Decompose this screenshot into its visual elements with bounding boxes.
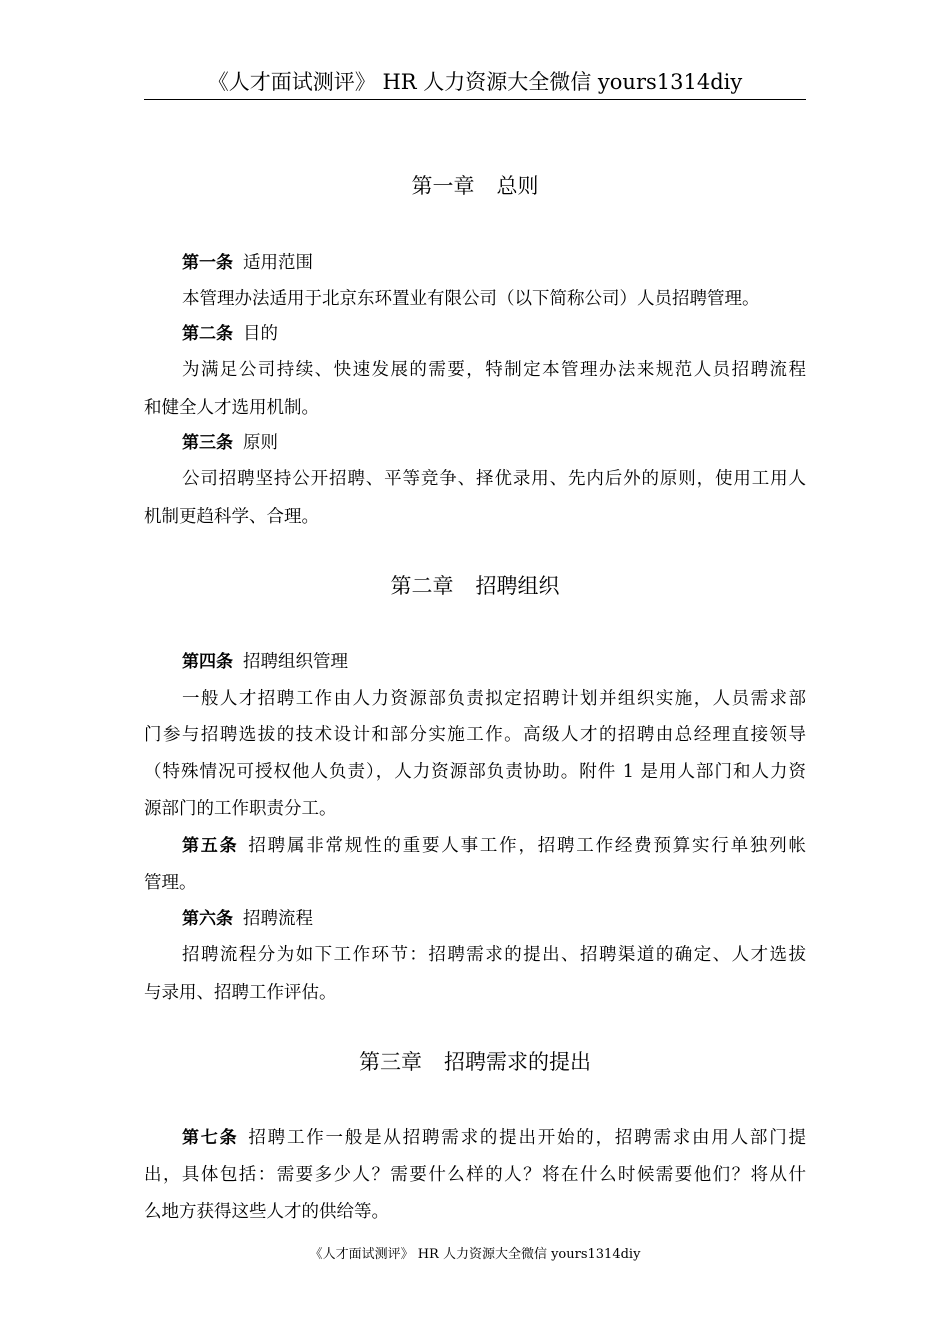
chapter-number: 第三章 xyxy=(359,1050,422,1074)
chapter-number: 第一章 xyxy=(411,174,475,198)
article-title: 招聘流程 xyxy=(243,909,313,929)
article-heading-4 xyxy=(182,649,348,675)
article-number: 第二条 xyxy=(182,324,233,344)
article-title: 招聘组织管理 xyxy=(243,652,348,672)
chapter-heading-2 xyxy=(144,571,806,601)
article-title: 原则 xyxy=(243,433,278,453)
paragraph-line: 与录用、招聘工作评估。 xyxy=(144,983,337,1003)
paragraph-line: （特殊情况可授权他人负责），人力资源部负责协助。附件 1 是用人部门和人力资 xyxy=(144,762,806,782)
article-number: 第四条 xyxy=(182,652,233,672)
paragraph-line: 源部门的工作职责分工。 xyxy=(144,799,337,819)
paragraph-line: 公司招聘坚持公开招聘、平等竞争、择优录用、先内后外的原则，使用工用人 xyxy=(182,469,806,489)
paragraph-line: 招聘流程分为如下工作环节：招聘需求的提出、招聘渠道的确定、人才选拔 xyxy=(182,945,806,965)
paragraph-line: 为满足公司持续、快速发展的需要，特制定本管理办法来规范人员招聘流程 xyxy=(182,360,806,380)
chapter-heading-3 xyxy=(144,1047,806,1077)
article-number: 第三条 xyxy=(182,433,233,453)
chapter-title: 招聘组织 xyxy=(475,574,560,598)
paragraph-line: 么地方获得这些人才的供给等。 xyxy=(144,1202,389,1222)
paragraph-line: 本管理办法适用于北京东环置业有限公司（以下简称公司）人员招聘管理。 xyxy=(182,289,760,309)
article-number: 第七条 xyxy=(182,1128,239,1148)
paragraph-line: 门参与招聘选拔的技术设计和部分实施工作。高级人才的招聘由总经理直接领导 xyxy=(144,725,806,745)
paragraph-line: 出，具体包括：需要多少人？需要什么样的人？将在什么时候需要他们？将从什 xyxy=(144,1165,806,1185)
article-heading-5 xyxy=(182,833,806,859)
paragraph-line: 一般人才招聘工作由人力资源部负责拟定招聘计划并组织实施，人员需求部 xyxy=(182,689,806,709)
article-heading-7 xyxy=(182,1125,806,1151)
article-number: 第五条 xyxy=(182,836,239,856)
paragraph-line: 机制更趋科学、合理。 xyxy=(144,507,319,527)
article-title: 招聘工作一般是从招聘需求的提出开始的，招聘需求由用人部门提 xyxy=(248,1128,807,1148)
paragraph-line: 和健全人才选用机制。 xyxy=(144,398,319,418)
article-heading-6 xyxy=(182,906,313,932)
article-heading-3 xyxy=(182,430,278,456)
chapter-title: 总则 xyxy=(496,174,539,198)
article-number: 第一条 xyxy=(182,253,233,273)
article-number: 第六条 xyxy=(182,909,233,929)
chapter-heading-1 xyxy=(144,171,806,201)
page-footer: 《人才面试测评》 HR 人力资源大全微信 yours1314diy xyxy=(309,1247,641,1262)
article-title: 目的 xyxy=(243,324,278,344)
article-heading-1 xyxy=(182,250,313,276)
chapter-title: 招聘需求的提出 xyxy=(444,1050,591,1074)
article-title: 适用范围 xyxy=(243,253,313,273)
page-header: 《人才面试测评》 HR 人力资源大全微信 yours1314diy xyxy=(144,66,806,100)
article-title: 招聘属非常规性的重要人事工作，招聘工作经费预算实行单独列帐 xyxy=(248,836,807,856)
paragraph-line: 管理。 xyxy=(144,873,197,893)
article-heading-2 xyxy=(182,321,278,347)
chapter-number: 第二章 xyxy=(390,574,454,598)
